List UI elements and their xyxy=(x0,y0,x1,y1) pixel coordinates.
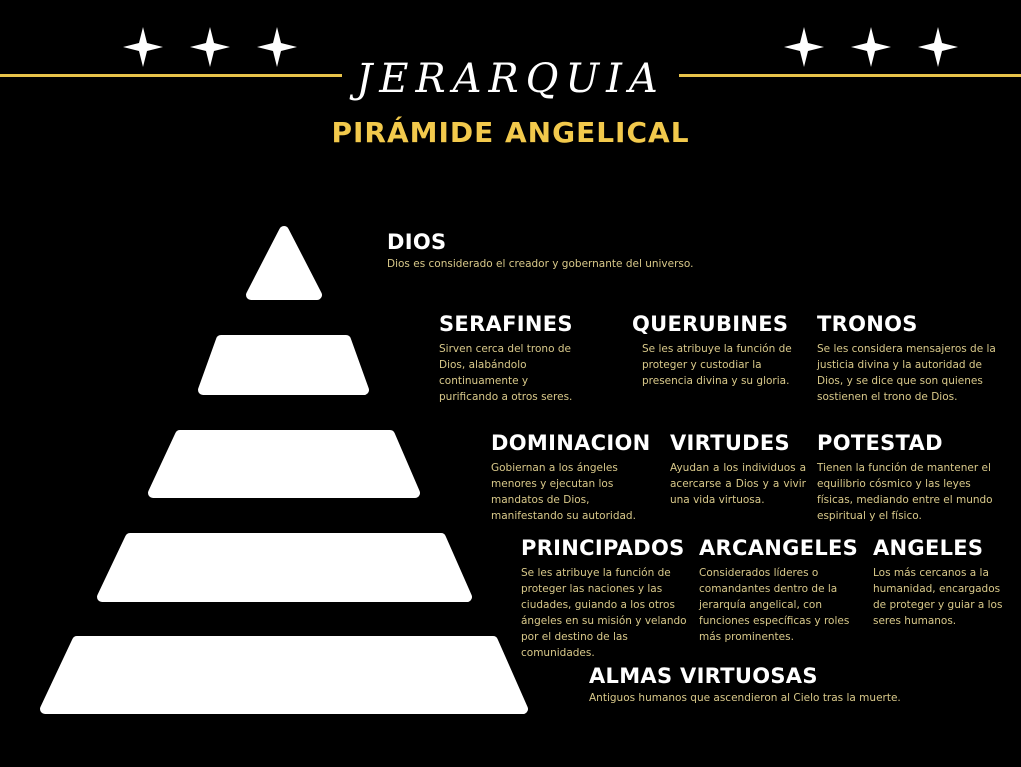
level-title: DOMINACION xyxy=(491,431,651,455)
level-description: Gobiernan a los ángeles menores y ejecutan los mandatos de Dios, manifestando su autoridad. xyxy=(491,462,636,522)
level-almas-virtuosas xyxy=(589,663,989,706)
level-description: Ayudan a los individuos a acercarse a Dios y a vivir una vida virtuosa. xyxy=(670,462,806,506)
level-description: Se les considera mensajeros de la justicia divina y la autoridad de Dios, y se dice que son quienes sostienen el trono de Dios. xyxy=(817,343,996,403)
level-description: Considerados líderes o comandantes dentro de la jerarquía angelical, con funciones específicas y roles más prominentes. xyxy=(699,567,850,643)
level-title: VIRTUDES xyxy=(670,431,790,455)
level-title: QUERUBINES xyxy=(632,312,789,336)
level-description: Sirven cerca del trono de Dios, alabándolo continuamente y purificando a otros seres. xyxy=(439,343,573,403)
level-arcangeles xyxy=(699,535,864,645)
level-virtudes xyxy=(670,430,806,508)
pyramid-tier-5 xyxy=(45,641,523,709)
pyramid-tier-2 xyxy=(203,340,364,390)
level-title: TRONOS xyxy=(817,312,918,336)
level-serafines xyxy=(439,311,589,405)
level-dios xyxy=(387,229,767,272)
level-description: Antiguos humanos que ascendieron al Cielo tras la muerte. xyxy=(589,692,901,704)
pyramid-tier-3 xyxy=(153,435,415,493)
level-title: ALMAS VIRTUOSAS xyxy=(589,664,818,688)
level-title: SERAFINES xyxy=(439,312,573,336)
level-title: DIOS xyxy=(387,230,447,254)
level-potestad xyxy=(817,430,997,524)
script-title-text: JERARQUIA xyxy=(342,56,679,102)
level-principados xyxy=(521,535,701,661)
level-description: Tienen la función de mantener el equilibrio cósmico y las leyes físicas, mediando entre el mundo espiritual y el físico. xyxy=(817,462,993,522)
level-title: PRINCIPADOS xyxy=(521,536,685,560)
page-subtitle: PIRÁMIDE ANGELICAL xyxy=(331,116,690,149)
level-angeles xyxy=(873,535,1013,629)
level-tronos xyxy=(817,311,997,405)
pyramid-tier-1 xyxy=(251,231,317,295)
pyramid-tier-4 xyxy=(102,538,467,597)
level-description: Se les atribuye la función de proteger y custodiar la presencia divina y su gloria. xyxy=(642,343,792,387)
level-description: Dios es considerado el creador y gobernante del universo. xyxy=(387,258,694,270)
level-dominacion xyxy=(491,430,651,524)
level-title: POTESTAD xyxy=(817,431,943,455)
level-title: ANGELES xyxy=(873,536,984,560)
level-querubines xyxy=(632,311,792,389)
level-description: Los más cercanos a la humanidad, encargados de proteger y guiar a los seres humanos. xyxy=(873,567,1003,627)
level-title: ARCANGELES xyxy=(699,536,859,560)
level-description: Se les atribuye la función de proteger las naciones y las ciudades, guiando a los otros ángeles en su misión y velando por el destino de las comunidades. xyxy=(521,567,687,659)
